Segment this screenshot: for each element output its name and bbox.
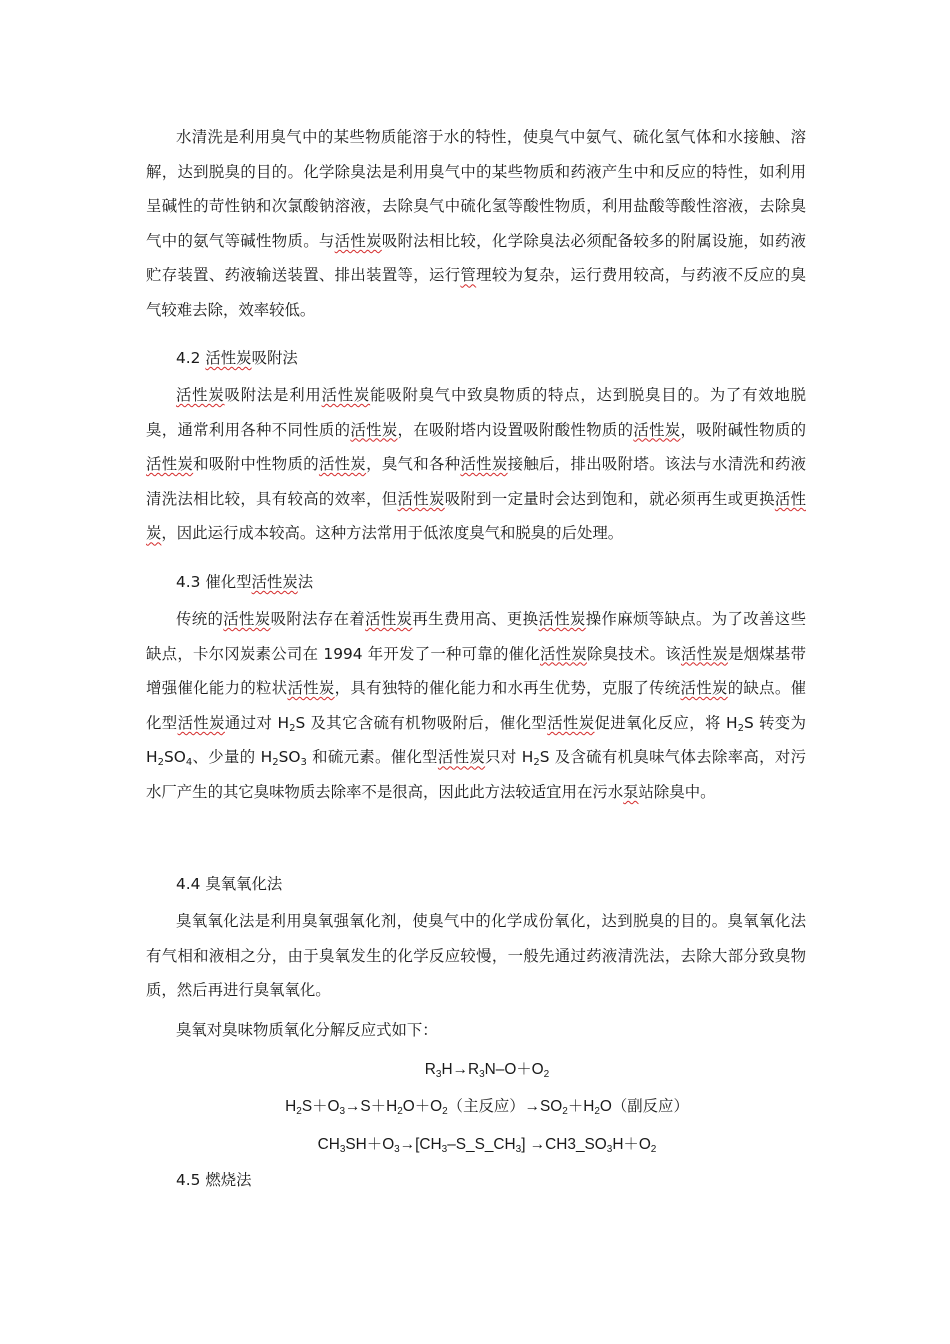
formula-text: R xyxy=(424,1061,436,1078)
text-run: ，在吸附塔内设置吸附酸性物质的 xyxy=(397,420,634,439)
formula-text: →[CH xyxy=(399,1136,442,1153)
subscript: 4 xyxy=(185,757,193,769)
text-run: SO xyxy=(163,748,186,767)
subscript: 2 xyxy=(737,722,744,734)
spellcheck-word: 泵 xyxy=(623,782,639,801)
spellcheck-word: 活性炭 xyxy=(680,644,728,663)
spellcheck-word: 活性炭 xyxy=(633,420,681,439)
subscript: 2 xyxy=(543,1069,550,1080)
text-run: ，臭气和各种 xyxy=(366,455,461,474)
subscript: 2 xyxy=(289,722,296,734)
subscript: 3 xyxy=(435,1069,442,1080)
formula-text: N–O＋O xyxy=(484,1061,544,1078)
text-run: 再生费用高、更换 xyxy=(412,610,539,628)
formula-text: ] →CH3_SO xyxy=(521,1136,607,1153)
paragraph-activated-carbon xyxy=(146,378,806,551)
spellcheck-word: 活性炭 xyxy=(146,489,806,543)
subscript: 3 xyxy=(339,1144,346,1155)
spellcheck-word: 活性炭 xyxy=(318,455,367,474)
formula-text: （主反应）→SO xyxy=(447,1098,563,1115)
text-run: 只对 H xyxy=(485,748,534,767)
subscript: 2 xyxy=(157,757,164,769)
text-run: S 转变为 H xyxy=(146,713,806,767)
text-run: 吸附法相比较，化学除臭法必须配备较多的附属设施，如药液贮存装置、药液输送装置、排出装置等，运行 xyxy=(146,231,806,285)
spellcheck-word: 活性炭 xyxy=(251,573,298,591)
formula-text: ＋H xyxy=(567,1098,595,1115)
text-run: 吸附法是利用 xyxy=(224,386,322,404)
section-heading-4-2 xyxy=(176,348,298,368)
text-run: 吸附到一定量时会达到饱和，就必须再生或更换 xyxy=(444,489,775,508)
subscript: 3 xyxy=(300,757,307,769)
heading-text: 4.3 催化型 xyxy=(176,573,252,591)
spellcheck-word: 活性炭 xyxy=(287,679,335,698)
text-run: ，因此运行成本较高。这种方法常用于低浓度臭气和脱臭的后处理。 xyxy=(161,524,624,543)
text-run: 理较为复杂，运行费用较高，与药液不反应的臭气较难去除，效率较低。 xyxy=(146,266,806,319)
subscript: 2 xyxy=(296,1106,302,1117)
spellcheck-word: 活性炭 xyxy=(334,231,382,250)
spellcheck-word: 活性炭 xyxy=(460,455,508,474)
formula-text: →S＋H xyxy=(345,1098,398,1115)
subscript: 3 xyxy=(606,1144,613,1155)
subscript: 2 xyxy=(442,1106,448,1117)
formula-text: H→R xyxy=(441,1061,480,1078)
text-run: ，具有独特的催化能力和水再生优势，克服了传统 xyxy=(334,679,681,698)
spellcheck-word: 活性炭 xyxy=(365,610,413,628)
section-heading-4-3 xyxy=(176,572,313,592)
formula-text: CH xyxy=(317,1136,340,1153)
formula-text: –S_S_CH xyxy=(447,1136,516,1153)
paragraph-reaction-intro: 臭氧对臭味物质氧化分解反应式如下： xyxy=(176,1021,438,1039)
text-run: 促进氧化反应，将 H xyxy=(594,713,738,732)
subscript: 2 xyxy=(594,1106,600,1117)
subscript: 3 xyxy=(515,1144,522,1155)
formula-text: S＋O xyxy=(301,1098,340,1115)
text-run: SO xyxy=(278,748,301,767)
text-run: 吸附法存在着 xyxy=(270,610,366,628)
section-heading-4-4: 4.4 臭氧氧化法 xyxy=(176,875,283,893)
heading-number: 4.2 xyxy=(176,349,206,367)
paragraph-chemical-deodorization xyxy=(146,120,806,328)
spellcheck-word: 活性炭 xyxy=(177,713,225,732)
spellcheck-word: 活性炭 xyxy=(146,455,194,474)
text-run: 的缺点。催化型 xyxy=(146,679,806,732)
paragraph-ozone-oxidation: 臭氧氧化法是利用臭氧强氧化剂，使臭气中的化学成份氧化，达到脱臭的目的。臭氧氧化法有气相和液相之分，由于臭氧发生的化学反应较慢，一般先通过药液清洗法，去除大部分致臭物质，然后再进行臭氧氧化。 xyxy=(146,912,806,1000)
subscript: 2 xyxy=(650,1144,657,1155)
spellcheck-word: 活性炭 xyxy=(437,748,486,767)
subscript: 2 xyxy=(533,757,540,769)
heading-text: 法 xyxy=(297,573,314,591)
subscript: 2 xyxy=(397,1106,403,1117)
formula-text: SH＋O xyxy=(345,1136,395,1153)
spellcheck-word: 管 xyxy=(460,266,477,285)
text-run: 站除臭中。 xyxy=(638,782,716,801)
text-run: S 及其它含硫有机物吸附后，催化型 xyxy=(295,713,548,732)
formula-text: H xyxy=(285,1098,297,1115)
spellcheck-word: 活性炭 xyxy=(547,713,595,732)
text-run: S 及含硫有机臭味气体去除率高，对污水厂产生的其它臭味物质去除率不是很高，因此此方法较适宜用在污水 xyxy=(146,748,806,801)
formula-3 xyxy=(146,1135,828,1155)
spellcheck-word: 活性炭 xyxy=(680,679,728,698)
section-heading-4-5: 4.5 燃烧法 xyxy=(176,1171,252,1189)
formula-2 xyxy=(146,1097,828,1117)
text-run: 、少量的 H xyxy=(192,748,273,767)
subscript: 3 xyxy=(394,1144,400,1155)
formula-text: H＋O xyxy=(612,1136,651,1153)
spellcheck-word: 活性炭 xyxy=(538,610,586,628)
text-run: 是烟煤基带增强催化能力的粒状 xyxy=(146,644,806,698)
text-run: 通过对 H xyxy=(224,713,290,732)
text-run: 接触后，排出吸附塔。该法与水清洗和药液清洗法相比较，具有较高的效率，但 xyxy=(146,455,806,508)
heading-text: 吸附法 xyxy=(251,349,298,367)
text-run: 操作麻烦等缺点。为了改善这些缺点，卡尔冈炭素公司在 1994 年开发了一种可靠的催化 xyxy=(146,610,806,663)
spellcheck-word: 活性炭 xyxy=(223,610,271,628)
spellcheck-word: 活性炭 xyxy=(540,644,587,663)
spellcheck-word: 活性炭 xyxy=(321,386,371,404)
text-run: 和吸附中性物质的 xyxy=(193,455,319,474)
formula-text: O（副反应） xyxy=(599,1098,689,1115)
subscript: 3 xyxy=(339,1106,346,1117)
spellcheck-word: 活性炭 xyxy=(350,420,398,439)
text-run: 能吸附臭气中致臭物质的特点，达到脱臭目的。为了有效地脱臭，通常利用各种不同性质的 xyxy=(146,386,806,439)
subscript: 2 xyxy=(272,757,279,769)
formula-1 xyxy=(146,1060,828,1080)
text-run: 传统的 xyxy=(176,610,224,628)
formula-text: O＋O xyxy=(402,1098,443,1115)
text-run: 和硫元素。催化型 xyxy=(306,748,438,767)
paragraph-catalytic-carbon xyxy=(146,602,806,810)
text-run: 除臭技术。该 xyxy=(586,644,681,663)
spellcheck-word: 活性炭 xyxy=(205,349,252,367)
subscript: 2 xyxy=(562,1106,568,1117)
text-run: ，吸附碱性物质的 xyxy=(680,420,806,439)
subscript: 3 xyxy=(479,1069,485,1080)
spellcheck-word: 活性炭 xyxy=(176,386,225,404)
spellcheck-word: 活性炭 xyxy=(397,489,445,508)
subscript: 3 xyxy=(441,1144,448,1155)
text-run: 水清洗是利用臭气中的某些物质能溶于水的特性，使臭气中氨气、硫化氢气体和水接触、溶解，达到脱臭的目的。化学除臭法是利用臭气中的某些物质和药液产生中和反应的特性，如利用呈碱性的苛性钠和次氯酸钠溶液，去除臭气中硫化氢等酸性物质，利用盐酸等酸性溶液，去除臭气中的氨气等碱性物质。与 xyxy=(146,128,806,250)
